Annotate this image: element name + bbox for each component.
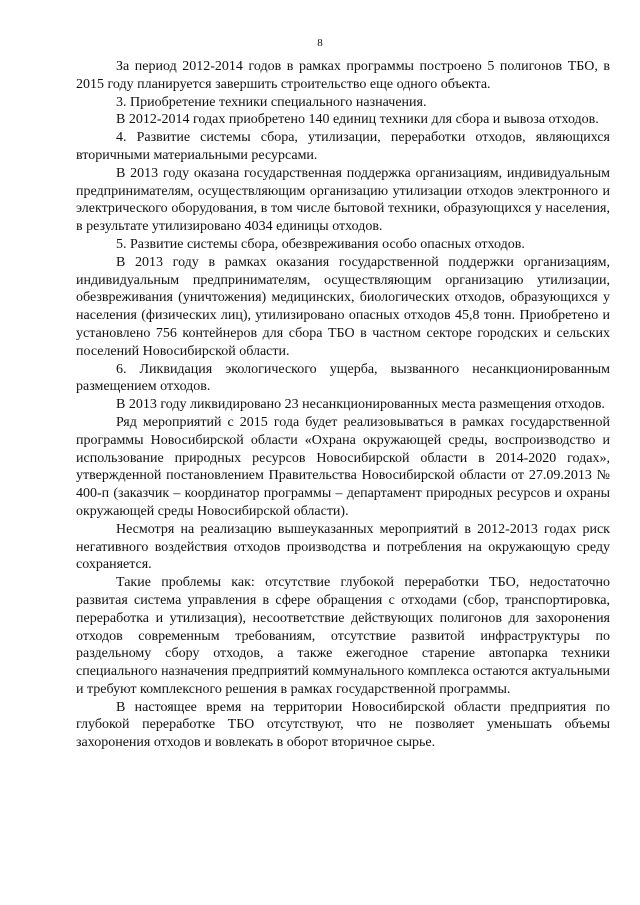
paragraph-electronic-waste: В 2013 году оказана государственная поддержка организациям, индивидуальным предпринимателям, осуществляющим организацию утилизации отходов электронного и электрического оборудования, в том числе бытовой техники, образующихся у населения, в результате утилизировано 4034 единицы отходов.: [76, 165, 610, 235]
paragraph-risk-remains: Несмотря на реализацию вышеуказанных мероприятий в 2012-2013 годах риск негативного воздействия отходов производства и потребления на окружающую среду сохраняется.: [76, 521, 610, 573]
page-number: 8: [317, 37, 323, 49]
paragraph-no-recycling: В настоящее время на территории Новосибирской области предприятия по глубокой переработке ТБО отсутствуют, что не позволяет уменьшать объемы захоронения отходов и вовлекать в оборот вторичное сырье.: [76, 699, 610, 751]
heading-hazardous-waste: 5. Развитие системы сбора, обезвреживания особо опасных отходов.: [116, 236, 525, 252]
paragraph-dumps-liquidated: В 2013 году ликвидировано 23 несанкционированных места размещения отходов.: [116, 397, 605, 413]
paragraph-problems: Такие проблемы как: отсутствие глубокой переработки ТБО, недостаточно развитая система управления в сфере обращения с отходами (сбор, транспортировка, переработка и утилизация), несоответствие действующих полигонов для захоронения отходов современным требованиям, отсутствие развитой инфраструктуры по раздельному сбору отходов, а также ежегодное старение автопарка техники специального назначения предприятий коммунального комплекса остаются актуальными и требуют комплексного решения в рамках государственной программы.: [76, 575, 610, 697]
body-text: [76, 58, 610, 752]
heading-secondary-resources: 4. Развитие системы сбора, утилизации, переработки отходов, являющихся вторичными материальными ресурсами.: [76, 130, 610, 163]
paragraph-equipment-purchased: В 2012-2014 годах приобретено 140 единиц техники для сбора и вывоза отходов.: [116, 112, 599, 128]
paragraph-polygons: За период 2012-2014 годов в рамках программы построено 5 полигонов ТБО, в 2015 году планируется завершить строительство еще одного объекта.: [76, 59, 610, 92]
paragraph-state-program: Ряд мероприятий с 2015 года будет реализовываться в рамках государственной программы Новосибирской области «Охрана окружающей среды, воспроизводство и использование природных ресурсов Новосибирской области в 2014-2020 годах», утвержденной постановлением Правительства Новосибирской области от 27.09.2013 № 400-п (заказчик – координатор программы – департамент природных ресурсов и охраны окружающей среды Новосибирской области).: [76, 414, 610, 519]
heading-environmental-damage: 6. Ликвидация экологического ущерба, вызванного несанкционированным размещением отходов.: [76, 361, 610, 395]
paragraph-hazardous-waste: В 2013 году в рамках оказания государственной поддержки организациям, индивидуальным предпринимателям, осуществляющим организацию утилизации, обезвреживания (уничтожения) медицинских, биологических отходов, образующихся у населения (физических лиц), утилизировано опасных отходов 45,8 тонн. Приобретено и установлено 756 контейнеров для сбора ТБО в частном секторе городских и сельских поселений Новосибирской области.: [76, 254, 610, 359]
heading-special-equipment: 3. Приобретение техники специального назначения.: [116, 94, 427, 110]
